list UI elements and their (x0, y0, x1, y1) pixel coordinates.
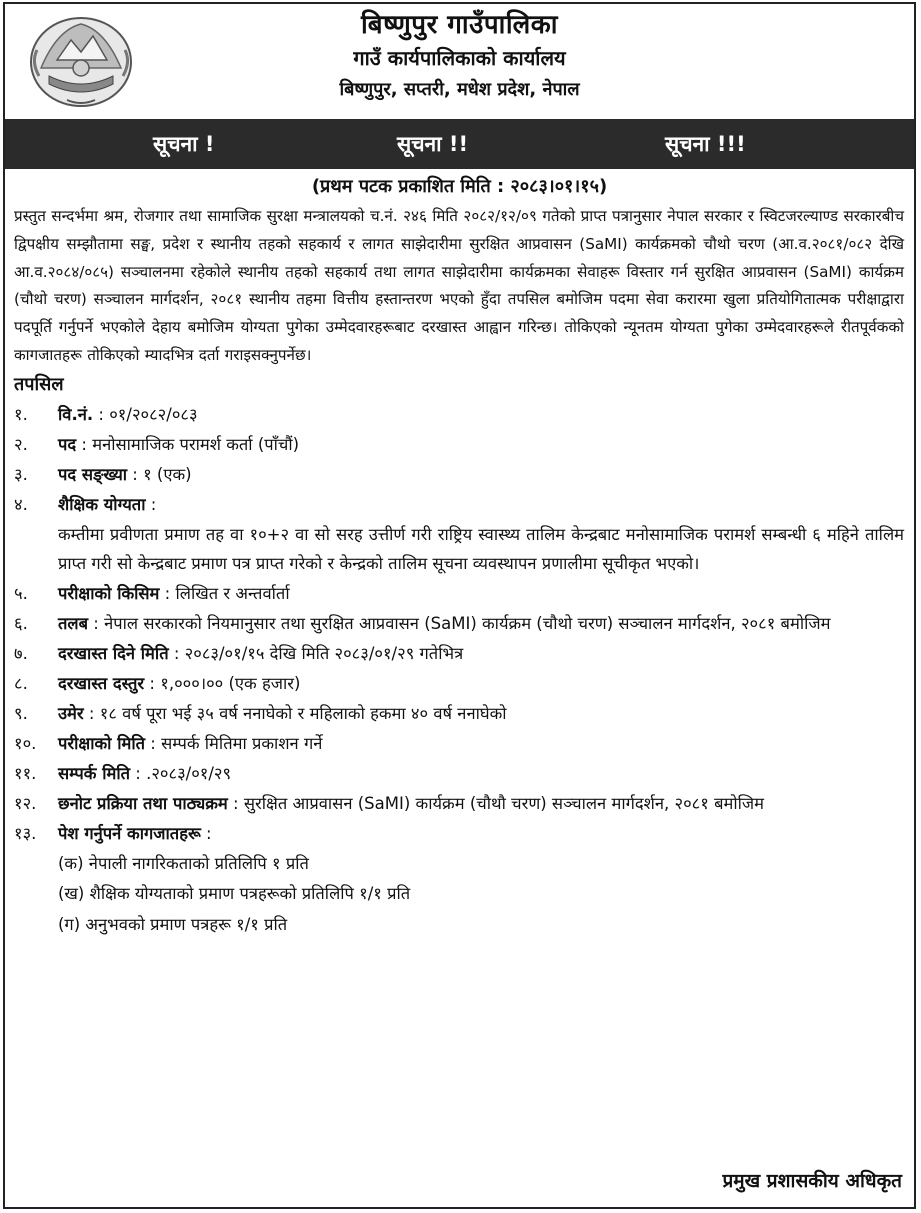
notice-label-1: सूचना ! (153, 132, 215, 156)
item-number: १३. (14, 823, 37, 843)
item-number: ५. (14, 583, 28, 603)
item-label: उमेर (58, 703, 84, 723)
intro-paragraph: प्रस्तुत सन्दर्भमा श्रम, रोजगार तथा सामाजिक सुरक्षा मन्त्रालयको च.नं. २४६ मिति २०८२/१२/०९ गतेको प्राप्त पत्रानुसार नेपाल सरकार र स्विटजरल्याण्ड सरकारबीच द्विपक्षीय सम्झौतामा सङ्घ, प्रदेश र स्थानीय तहको सहकार्य र लागत साझेदारीमा सुरक्षित आप्रवासन (SaMI) कार्यक्रमको चौथो चरण (आ.व.२०८१/०८२ देखि आ.व.२०८४/०८५) सञ्चालनमा रहेकोले स्थानीय तहको सहकार्य तथा लागत साझेदारीमा कार्यक्रमका सेवाहरू विस्तार गर्न सुरक्षित आप्रवासन (SaMI) कार्यक्रम (चौथो चरण) सञ्चालन मार्गदर्शन, २०८१ स्थानीय तहमा वित्तीय हस्तान्तरण भएको हुँदा तपसिल बमोजिम पदमा सेवा करारमा खुला प्रतियोगितात्मक परीक्षाद्वारा पदपूर्ति गर्नुपर्ने भएकोले देहाय बमोजिम योग्यता पुगेका उम्मेदवारहरूबाट दरखास्त आह्वान गरिन्छ। तोकिएको न्यूनतम योग्यता पुगेका उम्मेदवारहरूले रीतपूर्वकको कागजातहरू तोकिएको म्यादभित्र दर्ता गराइसक्नुपर्नेछ। (14, 207, 904, 364)
item-separator: : (227, 793, 244, 813)
notice-label-3: सूचना !!! (665, 132, 746, 156)
item-separator: : (145, 733, 162, 753)
list-item (14, 609, 904, 639)
notice-document (3, 2, 916, 1209)
document-item-ga: (ग) अनुभवको प्रमाण पत्रहरू १/१ प्रति (58, 914, 288, 934)
item-value: नेपाल सरकारको नियमानुसार तथा सुरक्षित आप्रवासन (SaMI) कार्यक्रम (चौथो चरण) सञ्चालन मार्गदर्शन, २०८१ बमोजिम (104, 613, 831, 633)
item-label: दरखास्त दस्तुर (58, 673, 145, 693)
item-number: १. (14, 404, 28, 424)
publication-date: (प्रथम पटक प्रकाशित मिति : २०८३।०१।१५) (311, 176, 608, 197)
list-item (14, 699, 904, 729)
item-value: २०८३/०१/१५ देखि मिति २०८३/०१/२९ गतेभित्र (184, 643, 464, 663)
item-value: ०१/२०८२/०८३ (109, 404, 198, 424)
item-number: ११. (14, 763, 37, 783)
item-separator: : (83, 703, 100, 723)
item-separator: : (76, 434, 93, 454)
item-value: १,०००।०० (एक हजार) (160, 673, 301, 693)
item-label: पद (58, 434, 77, 454)
item-label: शैक्षिक योग्यता (58, 494, 146, 514)
item-separator: : (159, 583, 176, 603)
item-separator: : (145, 494, 157, 514)
item-separator: : (127, 464, 144, 484)
item-label: दरखास्त दिने मिति (58, 643, 169, 663)
list-item (14, 490, 904, 520)
item-number: ८. (14, 673, 28, 693)
list-item (14, 759, 904, 789)
schedule-heading: तपसिल (14, 373, 64, 395)
item-number: ६. (14, 613, 28, 633)
item-number: ७. (14, 643, 28, 663)
item-separator: : (88, 613, 105, 633)
item-value: .२०८३/०१/२९ (146, 763, 232, 783)
list-item (14, 729, 904, 759)
item-value: लिखित र अन्तर्वार्ता (175, 583, 290, 603)
schedule-list (5, 400, 914, 941)
item-label: परीक्षाको किसिम (58, 583, 160, 603)
item-value: सुरक्षित आप्रवासन (SaMI) कार्यक्रम (चौथौ चरण) सञ्चालन मार्गदर्शन, २०८१ बमोजिम (243, 793, 765, 813)
item-number: ९. (14, 703, 28, 723)
organization-name: बिष्णुपुर गाउँपालिका (361, 10, 558, 40)
notice-label-2: सूचना !! (397, 132, 469, 156)
item-number: २. (14, 434, 28, 454)
item-label: परीक्षाको मिति (58, 733, 146, 753)
item-label: तलब (58, 613, 89, 633)
list-item (14, 639, 904, 669)
item-label: वि.नं. (58, 404, 94, 424)
office-address: बिष्णुपुर, सप्तरी, मधेश प्रदेश, नेपाल (339, 79, 580, 100)
item-separator: : (200, 823, 212, 843)
item-label: पद सङ्ख्या (58, 464, 128, 484)
list-item (14, 400, 904, 430)
notice-banner (5, 119, 914, 169)
item-number: १०. (14, 733, 37, 753)
list-item (14, 789, 904, 819)
document-item-kha: (ख) शैक्षिक योग्यताको प्रमाण पत्रहरूको प्रतिलिपि १/१ प्रति (58, 884, 411, 904)
item-number: १२. (14, 793, 37, 813)
item-number: ४. (14, 494, 28, 514)
item-label: पेश गर्नुपर्ने कागजातहरू (58, 823, 201, 843)
item-separator: : (168, 643, 185, 663)
item-value: १ (एक) (143, 464, 192, 484)
list-item (14, 669, 904, 699)
qualification-text: कम्तीमा प्रवीणता प्रमाण तह वा १०+२ वा सो सरह उत्तीर्ण गरी राष्ट्रिय स्वास्थ्य तालिम केन्द्रबाट मनोसामाजिक परामर्श सम्बन्धी ६ महिने तालिम प्राप्त गरी सो केन्द्रबाट प्रमाण पत्र प्राप्त गरेको र केन्द्रको तालिम सूचना व्यवस्थापन प्रणालीमा सूचीकृत भएको। (58, 524, 904, 574)
item-separator: : (130, 763, 147, 783)
item-number: ३. (14, 464, 28, 484)
list-item (14, 579, 904, 609)
signatory-title: प्रमुख प्रशासकीय अधिकृत (722, 1170, 902, 1192)
item-separator: : (144, 673, 161, 693)
letterhead (5, 4, 914, 119)
office-name: गाउँ कार्यपालिकाको कार्यालय (353, 46, 566, 70)
list-item (14, 460, 904, 490)
item-label: सम्पर्क मिति (58, 763, 131, 783)
item-value: १८ वर्ष पूरा भई ३५ वर्ष ननाघेको र महिलाको हकमा ४० वर्ष ननाघेको (99, 703, 507, 723)
item-separator: : (93, 404, 110, 424)
item-label: छनोट प्रक्रिया तथा पाठ्यक्रम (58, 793, 228, 813)
list-item (14, 430, 904, 460)
document-item-ka: (क) नेपाली नागरिकताको प्रतिलिपि १ प्रति (58, 853, 309, 873)
item-value: सम्पर्क मितिमा प्रकाशन गर्ने (161, 733, 323, 753)
list-item (14, 819, 904, 849)
item-value: मनोसामाजिक परामर्श कर्ता (पाँचौं) (92, 434, 300, 454)
